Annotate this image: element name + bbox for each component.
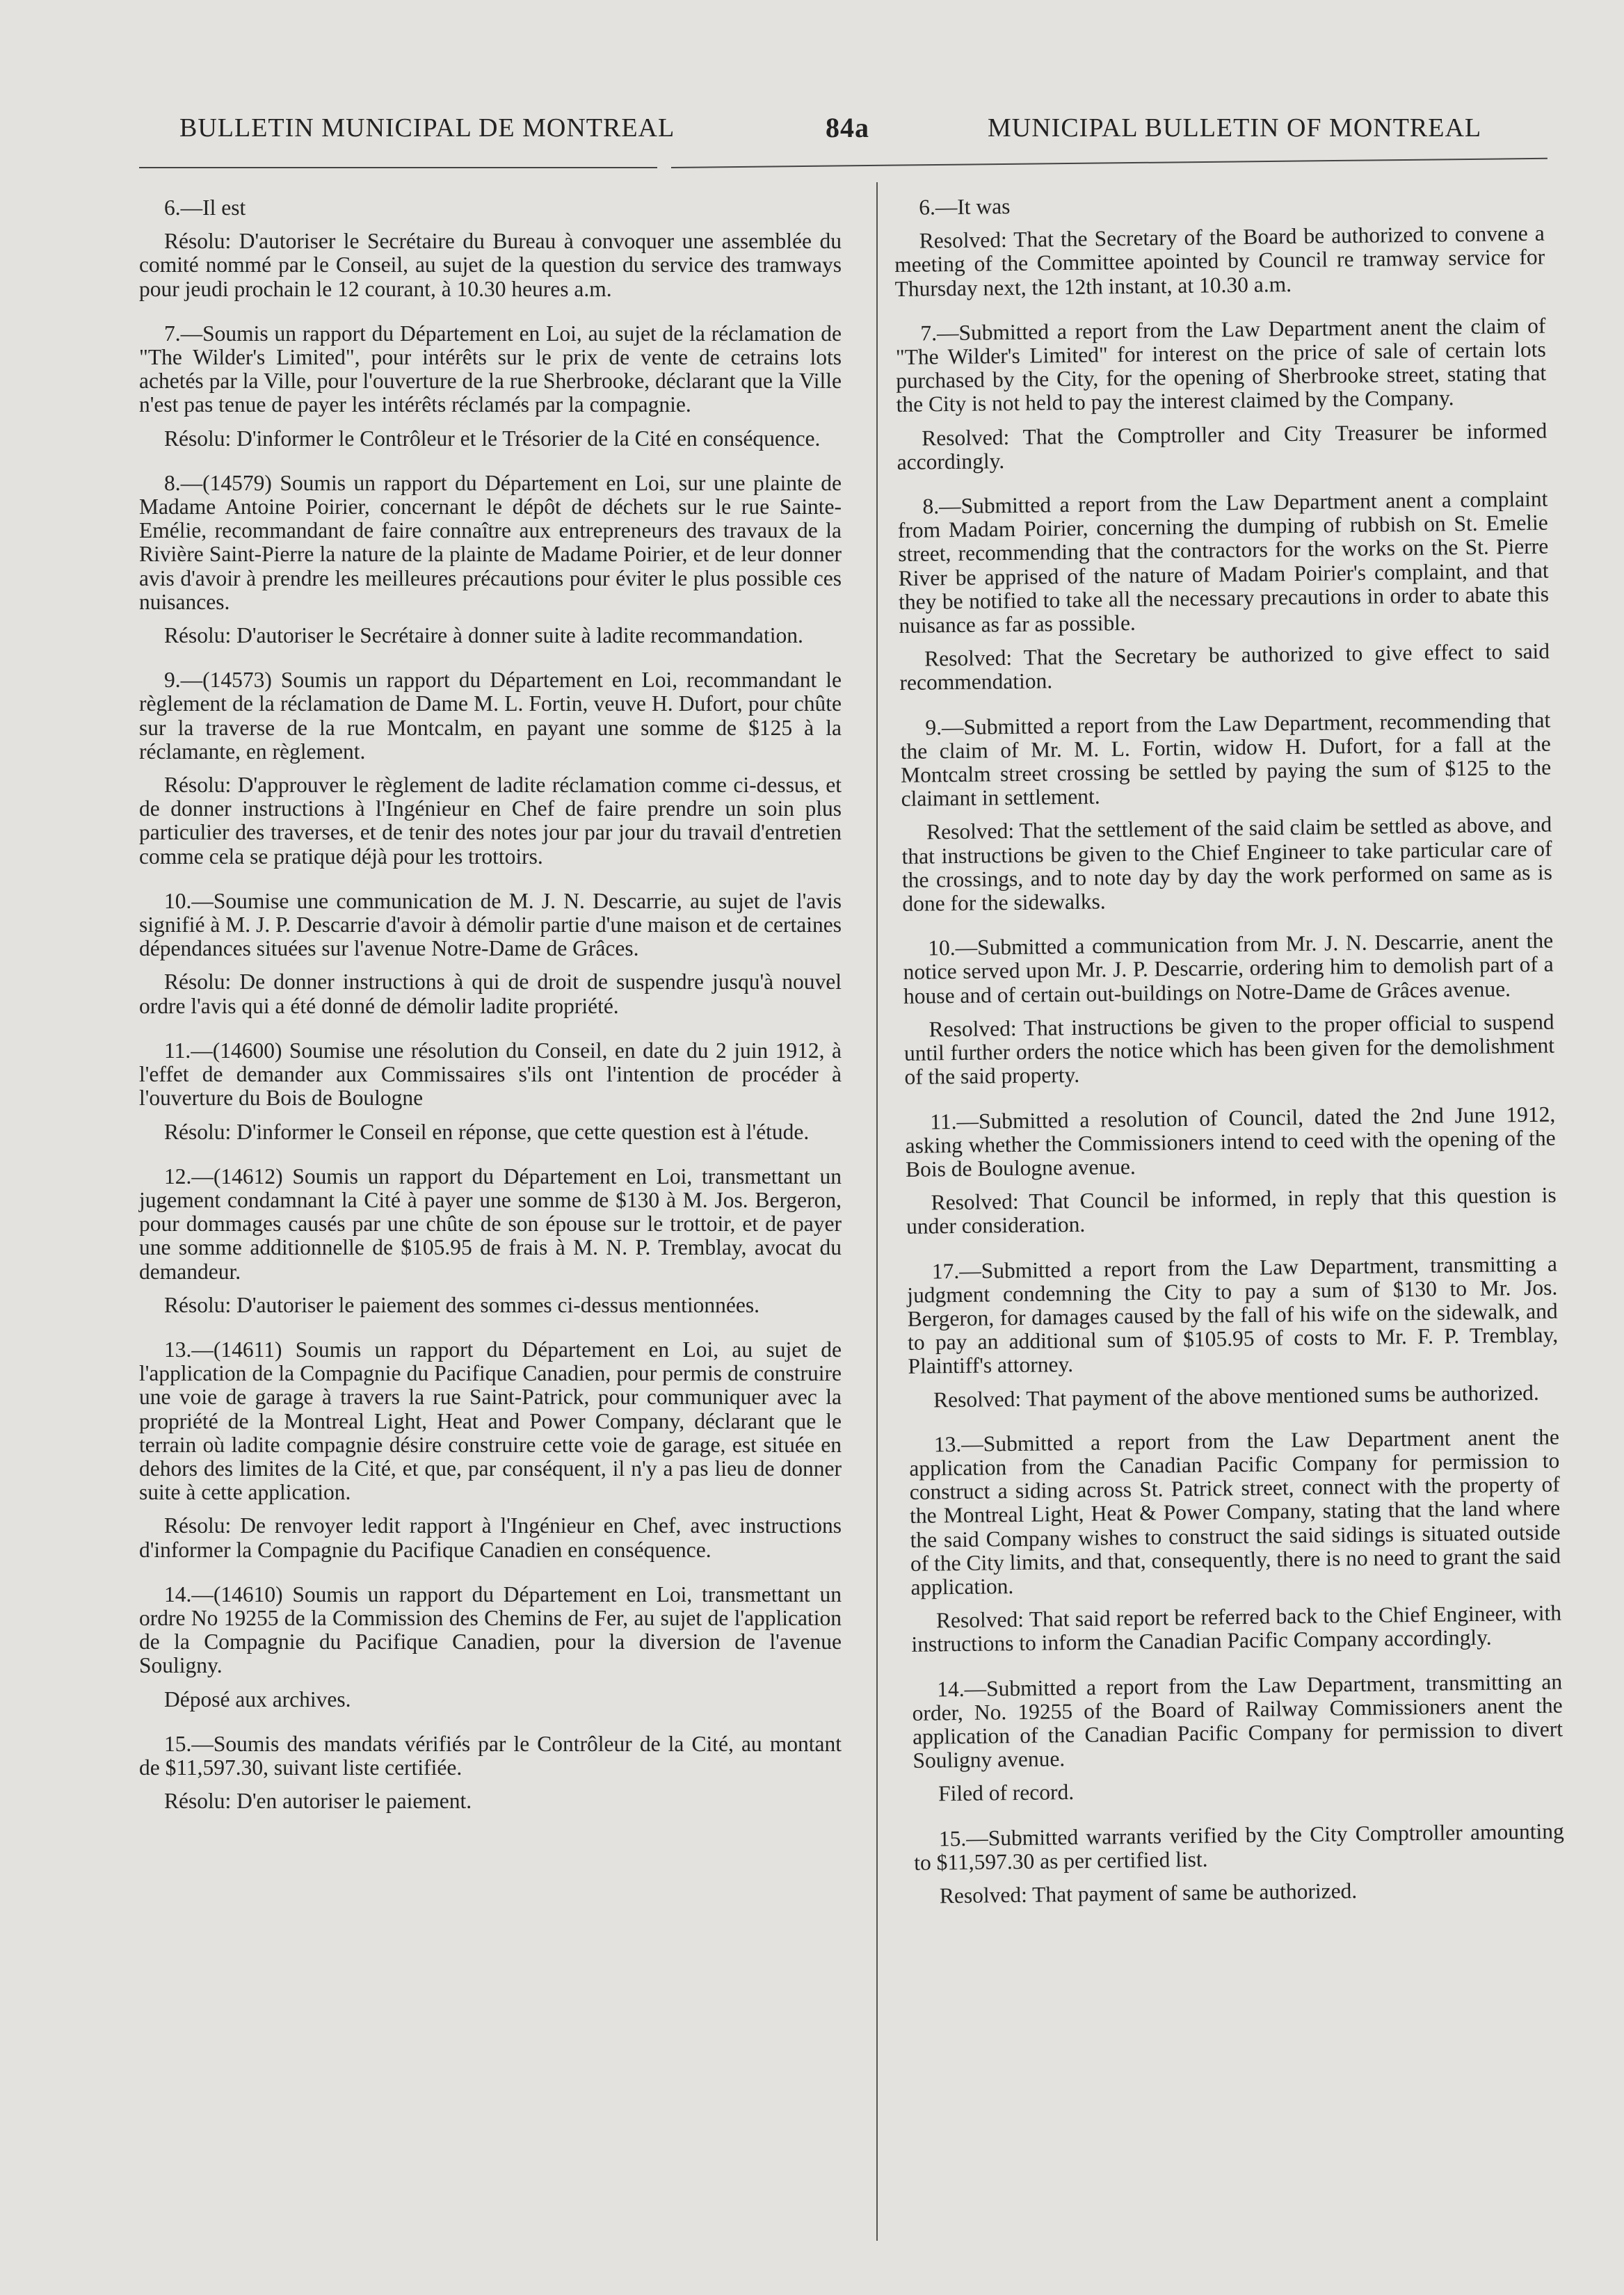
item-resolution: Résolu: D'informer le Conseil en réponse, que cette question est à l'étude.: [164, 1119, 810, 1144]
item-text: 11.—(14600) Soumise une résolution du Conseil, en date du 2 juin 1912, à l'effet de demander aux Commissaires s'ils ont l'intention de procéder à l'ouverture du Bois de Boulogne: [139, 1038, 842, 1111]
header-english-title: MUNICIPAL BULLETIN OF MONTREAL: [988, 113, 1482, 143]
item-text: 10.—Soumise une communication de M. J. N. Descarrie, au sujet de l'avis signifié à M. J. P. Descarrie d'avoir à démolir partie d'une maison et de certaines dépendances situées sur l'avenue Notre-Dame de Grâces.: [139, 888, 842, 961]
item-resolution: Résolu: D'en autoriser le paiement.: [164, 1789, 472, 1814]
item-resolution: Resolved: That the Comptroller and City Treasurer be informed accordingly.: [897, 418, 1547, 474]
english-item: [907, 1252, 1559, 1412]
english-item: [895, 314, 1547, 474]
english-item: [905, 1102, 1557, 1239]
english-column: [894, 188, 1565, 1929]
item-resolution: Resolved: That instructions be given to the proper official to suspend until further orders the notice which has been given for the demolishment of the said property.: [903, 1009, 1555, 1090]
french-item: [139, 1338, 842, 1562]
item-resolution: Résolu: D'approuver le règlement de ladite réclamation comme ci-dessus, et de donner instructions à l'Ingénieur en Chef de faire prendre un soin plus particulier des traverses, et de tenir des notes jour par jour du travail d'entretien comme cela se pratique déjà pour les trottoirs.: [139, 773, 842, 869]
page-number: 84a: [826, 112, 869, 143]
item-resolution: Résolu: De donner instructions à qui de droit de suspendre jusqu'à nouvel ordre l'avis qui a été donné de démolir ladite propriété.: [139, 969, 842, 1018]
english-item: [894, 188, 1545, 301]
item-text: 15.—Submitted warrants verified by the City Comptroller amounting to $11,597.30 as per certified list.: [914, 1818, 1565, 1875]
item-resolution: Resolved: That the Secretary of the Board be authorized to convene a meeting of the Committee apointed by Council re tramway service for Thursday next, the 12th instant, at 10.30 a.m.: [894, 220, 1545, 301]
header-rule-left: [139, 167, 657, 168]
english-item: [914, 1819, 1565, 1908]
english-item: [897, 488, 1550, 695]
item-text: 7.—Submitted a report from the Law Department anent the claim of "The Wilder's Limited" for interest on the price of sale of certain lots purchased by the City, for the opening of Sherbrooke street, stating that the City is not held to pay the interest claimed by the Company.: [895, 313, 1547, 417]
item-text: 14.—(14610) Soumis un rapport du Département en Loi, transmettant un ordre No 19255 de la Commission des Chemins de Fer, au sujet de l'application de la Compagnie du Pacifique Canadien, pour la diversion de l'avenue Souligny.: [139, 1581, 842, 1678]
item-resolution: Résolu: D'informer le Contrôleur et le Trésorier de la Cité en conséquence.: [164, 426, 821, 451]
item-text: 9.—Submitted a report from the Law Department, recommending that the claim of Mr. M. L. Fortin, widow H. Dufort, for a fall at the Montcalm street crossing be settled by paying the sum of $125 to the claimant in settlement.: [900, 707, 1552, 812]
column-divider: [876, 182, 878, 2241]
item-resolution: Résolu: D'autoriser le Secrétaire du Bureau à convoquer une assemblée du comité nommé par le Conseil, au sujet de la question du service des tramways pour jeudi prochain le 12 courant, à 10.30 heures a.m.: [139, 229, 842, 301]
french-item: [139, 472, 842, 647]
header-rule-right: [671, 158, 1547, 168]
item-text: 11.—Submitted a resolution of Council, dated the 2nd June 1912, asking whether the Commissioners intend to ceed with the opening of the Bois de Boulogne avenue.: [905, 1101, 1556, 1182]
item-text: 8.—(14579) Soumis un rapport du Département en Loi, sur une plainte de Madame Antoine Poirier, concernant le dépôt de déchets sur le rue Sainte-Emélie, recommandant de faire connaître aux entrepreneurs des travaux de la Rivière Saint-Pierre la nature de la plainte de Madame Poirier, et de leur donner avis d'avoir à prendre les meilleures précautions pour éviter le plus possible ces nuisances.: [139, 470, 842, 614]
english-item: [903, 929, 1555, 1090]
french-item: [139, 1732, 842, 1814]
english-item: [912, 1670, 1563, 1806]
item-resolution: Filed of record.: [938, 1780, 1075, 1806]
item-resolution: Résolu: D'autoriser le Secrétaire à donner suite à ladite recommandation.: [164, 623, 803, 648]
french-item: [139, 196, 842, 301]
item-resolution: Déposé aux archives.: [164, 1686, 351, 1712]
french-column: [139, 196, 842, 1834]
item-text: 14.—Submitted a report from the Law Department, transmitting an order, No. 19255 of the Board of Railway Commissioners anent the application of the Canadian Pacific Company for permission to divert Souligny avenue.: [912, 1668, 1563, 1773]
english-item: [909, 1425, 1562, 1657]
header-french-title: BULLETIN MUNICIPAL DE MONTREAL: [179, 113, 675, 143]
item-text: 13.—Submitted a report from the Law Department anent the application from the Canadian Pacific Company for permission to construct a siding across St. Patrick street, connect with the property of the Montreal Light, Heat & Power Company, stating that the land where the said Company wishes to construct the said sidings is situated outside of the City limits, and that, consequently, there is no need to grant the said application.: [909, 1424, 1561, 1600]
french-item: [139, 1583, 842, 1712]
item-text: 10.—Submitted a communication from Mr. J. N. Descarrie, anent the notice served upon Mr. J. P. Descarrie, ordering him to demolish part of a house and of certain out-buildings on Notre-Dame de Grâces avenue.: [903, 928, 1554, 1008]
item-resolution: Résolu: De renvoyer ledit rapport à l'Ingénieur en Chef, avec instructions d'informer la Compagnie du Pacifique Canadien en conséquence.: [139, 1513, 842, 1562]
french-item: [139, 668, 842, 869]
item-text: 12.—(14612) Soumis un rapport du Département en Loi, transmettant un jugement condamnant la Cité à payer une somme de $130 à M. Jos. Bergeron, pour dommages causés par une chûte de son épouse sur le trottoir, et de payer une somme additionnelle de $105.95 de frais à M. N. P. Tremblay, avocat du demandeur.: [139, 1163, 842, 1284]
item-resolution: Resolved: That payment of same be authorized.: [939, 1878, 1358, 1908]
item-resolution: Resolved: That Council be informed, in reply that this question is under consideration.: [906, 1182, 1557, 1239]
item-resolution: Résolu: D'autoriser le paiement des sommes ci-dessus mentionnées.: [164, 1292, 759, 1317]
english-item: [900, 708, 1552, 916]
item-text: 9.—(14573) Soumis un rapport du Département en Loi, recommandant le règlement de la réclamation de Dame M. L. Fortin, veuve H. Dufort, pour chûte sur la traverse de la rue Montcalm, en payant une somme de $125 à la réclamante, en règlement.: [139, 668, 842, 764]
french-item: [139, 322, 842, 451]
item-resolution: Resolved: That the Secretary be authorized to give effect to said recommendation.: [899, 638, 1550, 695]
item-text: 6.—Il est: [164, 195, 246, 220]
page-header: [0, 104, 1624, 146]
item-resolution: Resolved: That payment of the above mentioned sums be authorized.: [933, 1380, 1539, 1412]
item-text: 8.—Submitted a report from the Law Department anent a complaint from Madam Poirier, concerning the dumping of rubbish on St. Emelie street, recommending that the contractors for the works on the St. Pierre River be apprised of the nature of Madam Poirier's complaint, and that they be notified to take all the necessary precautions in order to abate this nuisance as far as possible.: [897, 486, 1550, 638]
item-text: 15.—Soumis des mandats vérifiés par le Contrôleur de la Cité, au montant de $11,597.30, suivant liste certifiée.: [139, 1731, 842, 1780]
item-resolution: Resolved: That the settlement of the said claim be settled as above, and that instructions be given to the Chief Engineer to take particular care of the crossings, and to note day by day the work performed on same as is done for the sidewalks.: [901, 812, 1553, 917]
item-text: 6.—It was: [918, 193, 1011, 220]
item-text: 17.—Submitted a report from the Law Department, transmitting a judgment condemning the City to pay a sum of $130 to Mr. Jos. Bergeron, for damages caused by the fall of his wife on the sidewalk, and to pay an additional sum of $105.95 of costs to Mr. F. P. Tremblay, Plaintiff's attorney.: [907, 1250, 1559, 1379]
item-text: 13.—(14611) Soumis un rapport du Département en Loi, au sujet de l'application de la Compagnie du Pacifique Canadien, pour permis de construire une voie de garage à travers la rue Saint-Patrick, pour communiquer avec la propriété de la Montreal Light, Heat and Power Company, déclarant que le terrain où ladite compagnie désire construire cette voie de garage, est située en dehors des limites de la Cité, et que, par conséquent, il n'y a pas lieu de donner suite à cette application.: [139, 1337, 842, 1505]
french-item: [139, 889, 842, 1018]
item-text: 7.—Soumis un rapport du Département en Loi, au sujet de la réclamation de "The Wilder's Limited", pour intérêts sur le prix de vente de cetrains lots achetés par la Ville, pour l'ouverture de la rue Sherbrooke, déclarant que la Ville n'est pas tenue de payer les intérêts réclamés par la compagnie.: [139, 321, 842, 417]
french-item: [139, 1165, 842, 1317]
french-item: [139, 1039, 842, 1144]
item-resolution: Resolved: That said report be referred back to the Chief Engineer, with instructions to inform the Canadian Pacific Company accordingly.: [911, 1600, 1562, 1657]
